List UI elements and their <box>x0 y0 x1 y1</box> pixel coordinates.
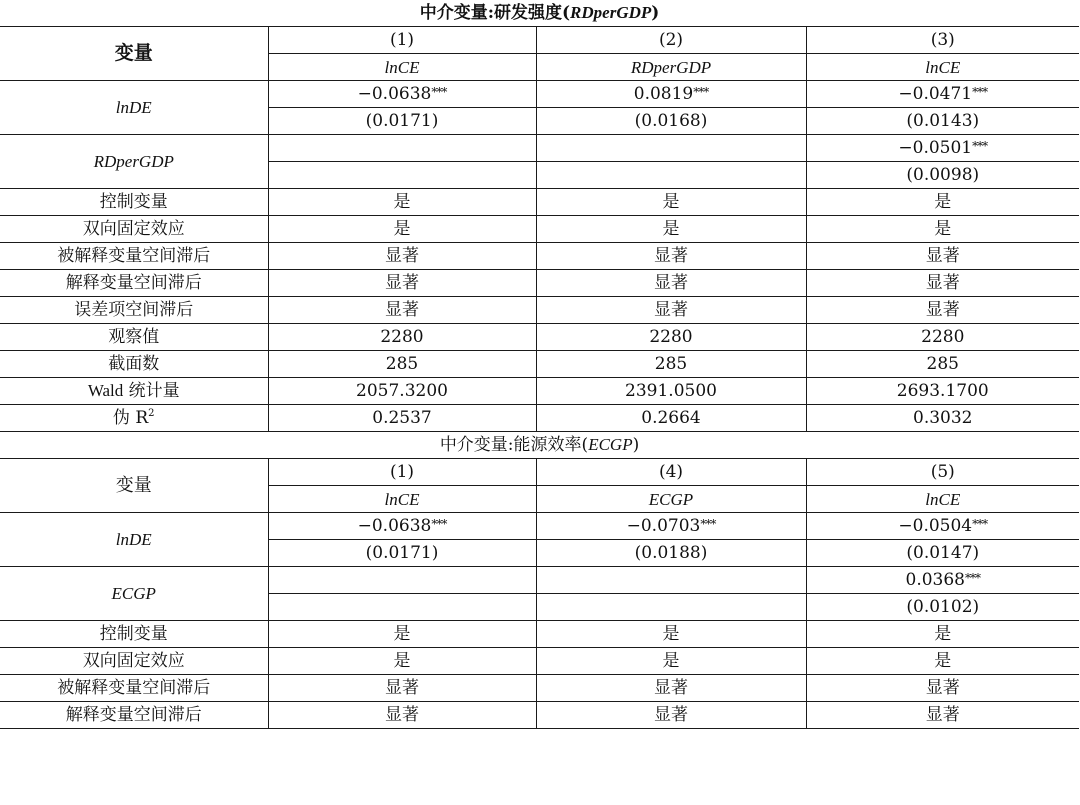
row-label-mediator: ECGP <box>0 567 268 621</box>
row-label-lnde: lnDE <box>0 513 268 567</box>
column-number: (5) <box>806 459 1079 486</box>
section-header-ecgp <box>0 432 1079 459</box>
cell: 是 <box>268 621 536 648</box>
dependent-variable: lnCE <box>806 486 1079 513</box>
dependent-variable: ECGP <box>536 486 806 513</box>
row-label: 控制变量 <box>0 189 268 216</box>
standard-error-cell: (0.0171) <box>268 540 536 567</box>
coefficient-cell: −0.0504*** <box>806 513 1079 540</box>
cell: 2280 <box>268 324 536 351</box>
row-label: 双向固定效应 <box>0 216 268 243</box>
column-number: (2) <box>536 27 806 54</box>
cell: 是 <box>268 189 536 216</box>
coefficient-cell: −0.0471*** <box>806 81 1079 108</box>
standard-error-cell: (0.0102) <box>806 594 1079 621</box>
column-number-row <box>0 27 1079 54</box>
lag-dependent-row <box>0 675 1079 702</box>
empty-cell <box>536 594 806 621</box>
cell: 显著 <box>536 243 806 270</box>
cell: 285 <box>268 351 536 378</box>
column-number-row <box>0 459 1079 486</box>
lag-explanatory-row <box>0 270 1079 297</box>
coefficient-cell: −0.0638*** <box>268 513 536 540</box>
column-number: (1) <box>268 459 536 486</box>
cell: 是 <box>536 648 806 675</box>
dependent-variable: lnCE <box>268 54 536 81</box>
significance-stars: *** <box>431 516 447 531</box>
empty-cell <box>536 567 806 594</box>
cell: 2391.0500 <box>536 378 806 405</box>
cell: 0.3032 <box>806 405 1079 432</box>
row-label: 观察值 <box>0 324 268 351</box>
cell: 显著 <box>536 297 806 324</box>
standard-error-cell: (0.0171) <box>268 108 536 135</box>
cell: 显著 <box>268 702 536 729</box>
empty-cell <box>268 162 536 189</box>
cell: 显著 <box>806 702 1079 729</box>
lnde-coefficient-row <box>0 81 1079 108</box>
observations-row <box>0 324 1079 351</box>
standard-error-cell: (0.0143) <box>806 108 1079 135</box>
cell: 是 <box>806 648 1079 675</box>
standard-error-cell: (0.0168) <box>536 108 806 135</box>
variable-header: 变量 <box>0 27 268 81</box>
coefficient-cell: −0.0638*** <box>268 81 536 108</box>
standard-error-cell: (0.0098) <box>806 162 1079 189</box>
cell: 是 <box>268 648 536 675</box>
lag-dependent-row <box>0 243 1079 270</box>
significance-stars: *** <box>431 84 447 99</box>
variable-header: 变量 <box>0 459 268 513</box>
empty-cell <box>268 594 536 621</box>
cell: 2280 <box>806 324 1079 351</box>
coefficient-cell: 0.0819*** <box>536 81 806 108</box>
section-title-ecgp: 中介变量:能源效率(ECGP) <box>0 432 1079 459</box>
controls-row <box>0 189 1079 216</box>
column-number: (1) <box>268 27 536 54</box>
wald-row <box>0 378 1079 405</box>
cell: 是 <box>806 189 1079 216</box>
section-title-rd: 中介变量:研发强度(RDperGDP) <box>0 0 1079 27</box>
empty-cell <box>268 135 536 162</box>
cell: 0.2537 <box>268 405 536 432</box>
row-label-mediator: RDperGDP <box>0 135 268 189</box>
cell: 显著 <box>806 270 1079 297</box>
row-label: 截面数 <box>0 351 268 378</box>
coefficient-cell: −0.0501*** <box>806 135 1079 162</box>
cell: 285 <box>536 351 806 378</box>
lnde-coefficient-row <box>0 513 1079 540</box>
cell: 是 <box>536 216 806 243</box>
cell: 285 <box>806 351 1079 378</box>
cross-sections-row <box>0 351 1079 378</box>
coefficient-cell: −0.0703*** <box>536 513 806 540</box>
cell: 是 <box>806 621 1079 648</box>
cell: 是 <box>536 621 806 648</box>
empty-cell <box>268 567 536 594</box>
cell: 是 <box>806 216 1079 243</box>
significance-stars: *** <box>693 84 709 99</box>
row-label-lnde: lnDE <box>0 81 268 135</box>
row-label: 伪 $R^2$ <box>0 405 268 432</box>
mediator-coefficient-row <box>0 567 1079 594</box>
significance-stars: *** <box>972 84 988 99</box>
fixed-effects-row <box>0 648 1079 675</box>
cell: 显著 <box>536 675 806 702</box>
row-label: 解释变量空间滞后 <box>0 270 268 297</box>
dependent-variable: lnCE <box>806 54 1079 81</box>
cell: 显著 <box>268 675 536 702</box>
fixed-effects-row <box>0 216 1079 243</box>
dependent-variable: RDperGDP <box>536 54 806 81</box>
cell: 显著 <box>806 297 1079 324</box>
dependent-variable: lnCE <box>268 486 536 513</box>
cell: 显著 <box>806 675 1079 702</box>
significance-stars: *** <box>700 516 716 531</box>
lag-error-row <box>0 297 1079 324</box>
cell: 0.2664 <box>536 405 806 432</box>
column-number: (3) <box>806 27 1079 54</box>
row-label: Wald 统计量 <box>0 378 268 405</box>
row-label: 被解释变量空间滞后 <box>0 243 268 270</box>
cell: 是 <box>536 189 806 216</box>
standard-error-cell: (0.0188) <box>536 540 806 567</box>
cell: 2280 <box>536 324 806 351</box>
empty-cell <box>536 135 806 162</box>
significance-stars: *** <box>972 138 988 153</box>
row-label: 控制变量 <box>0 621 268 648</box>
row-label: 双向固定效应 <box>0 648 268 675</box>
cell: 显著 <box>536 702 806 729</box>
cell: 显著 <box>268 297 536 324</box>
coefficient-cell: 0.0368*** <box>806 567 1079 594</box>
lag-explanatory-row <box>0 702 1079 729</box>
standard-error-cell: (0.0147) <box>806 540 1079 567</box>
controls-row <box>0 621 1079 648</box>
cell: 显著 <box>536 270 806 297</box>
significance-stars: *** <box>965 570 980 585</box>
row-label: 解释变量空间滞后 <box>0 702 268 729</box>
row-label: 被解释变量空间滞后 <box>0 675 268 702</box>
row-label: 误差项空间滞后 <box>0 297 268 324</box>
cell: 显著 <box>268 243 536 270</box>
cell: 是 <box>268 216 536 243</box>
column-number: (4) <box>536 459 806 486</box>
cell: 显著 <box>806 243 1079 270</box>
section-header-rd <box>0 0 1079 27</box>
cell: 2693.1700 <box>806 378 1079 405</box>
significance-stars: *** <box>972 516 988 531</box>
cell: 显著 <box>268 270 536 297</box>
empty-cell <box>536 162 806 189</box>
mediator-coefficient-row <box>0 135 1079 162</box>
pseudo-r2-row <box>0 405 1079 432</box>
cell: 2057.3200 <box>268 378 536 405</box>
